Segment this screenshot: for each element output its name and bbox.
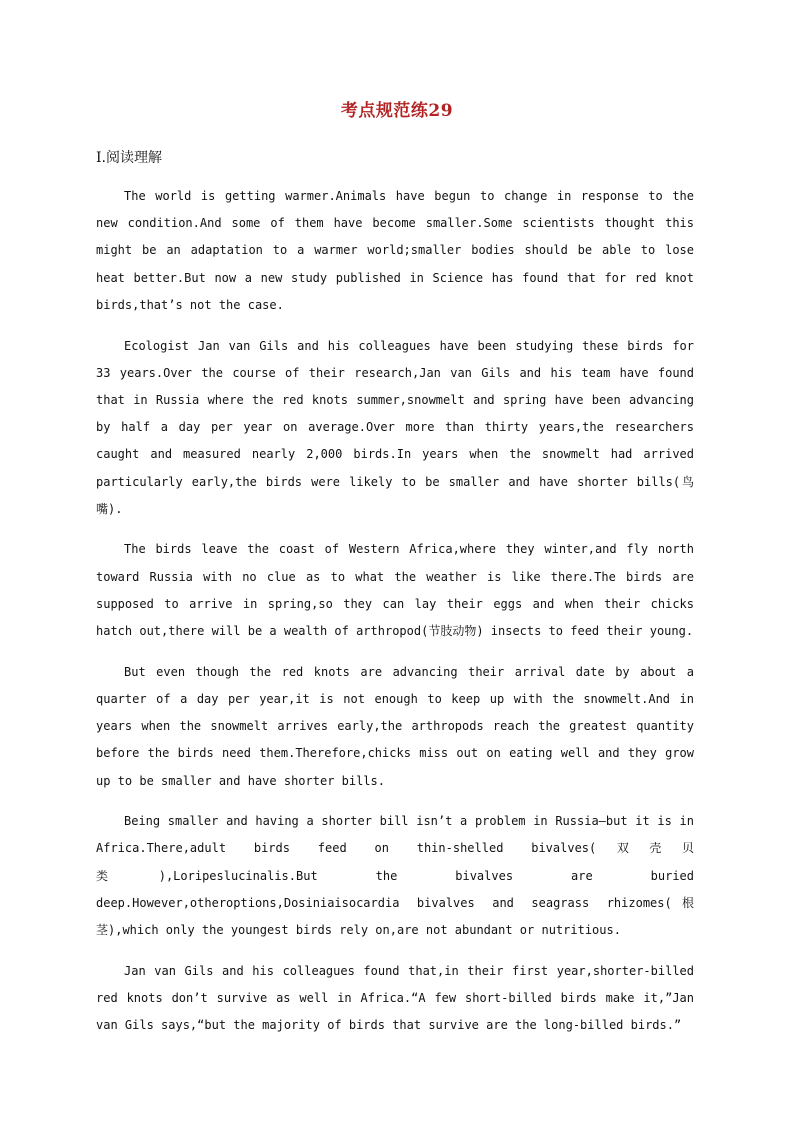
paragraph-3: The birds leave the coast of Western Africa,where they winter,and fly north toward Russia with no clue as to what the weather is like there.The birds are supposed to arrive in spring,so they can lay their eggs and when their chicks hatch out,there will be a wealth of arthropod(节肢动物) insects to feed their young. (96, 542, 694, 639)
paragraph-2: Ecologist Jan van Gils and his colleagues have been studying these birds for 33 years.Over the course of their research,Jan van Gils and his team have found that in Russia where the red knots summer,snowmelt and spring have been advancing by half a day per year on average.Over more than thirty years,the researchers caught and measured nearly 2,000 birds.In years when the snowmelt had arrived particularly early,the birds were likely to be smaller and have shorter bills(鸟嘴). (96, 338, 694, 516)
paragraph-1: The world is getting warmer.Animals have begun to change in response to the new condition.And some of them have become smaller.Some scientists thought this might be an adaptation to a warmer world;smaller bodies should be able to lose heat better.But now a new study published in Science has found that for red knot birds,that’s not the case. (96, 189, 694, 312)
paragraph-4: But even though the red knots are advancing their arrival date by about a quarter of a day per year,it is not enough to keep up with the snowmelt.And in years when the snowmelt arrives early,the arthropods reach the greatest quantity before the birds need them.Therefore,chicks miss out on eating well and they grow up to be smaller and have shorter bills. (96, 664, 694, 788)
paragraph-5: Being smaller and having a shorter bill isn’t a problem in Russia—but it is in Africa.There,adult birds feed on thin-shelled bivalves(双壳贝类),Loripeslucinalis.But the bivalves are buried deep.However,otheroptions,Dosiniaisocardia bivalves and seagrass rhizomes(根茎),which only the youngest birds rely on,are not abundant or nutritious. (96, 814, 694, 938)
page-title: 考点规范练29 (340, 101, 454, 121)
paragraph-6: Jan van Gils and his colleagues found that,in their first year,shorter-billed red knots don’t survive as well in Africa.“A few short-billed birds make it,”Jan van Gils says,“but the majority of birds that survive are the long-billed birds.” (96, 963, 694, 1033)
section-heading: Ⅰ.阅读理解 (96, 150, 162, 166)
reading-passage (96, 183, 694, 1053)
